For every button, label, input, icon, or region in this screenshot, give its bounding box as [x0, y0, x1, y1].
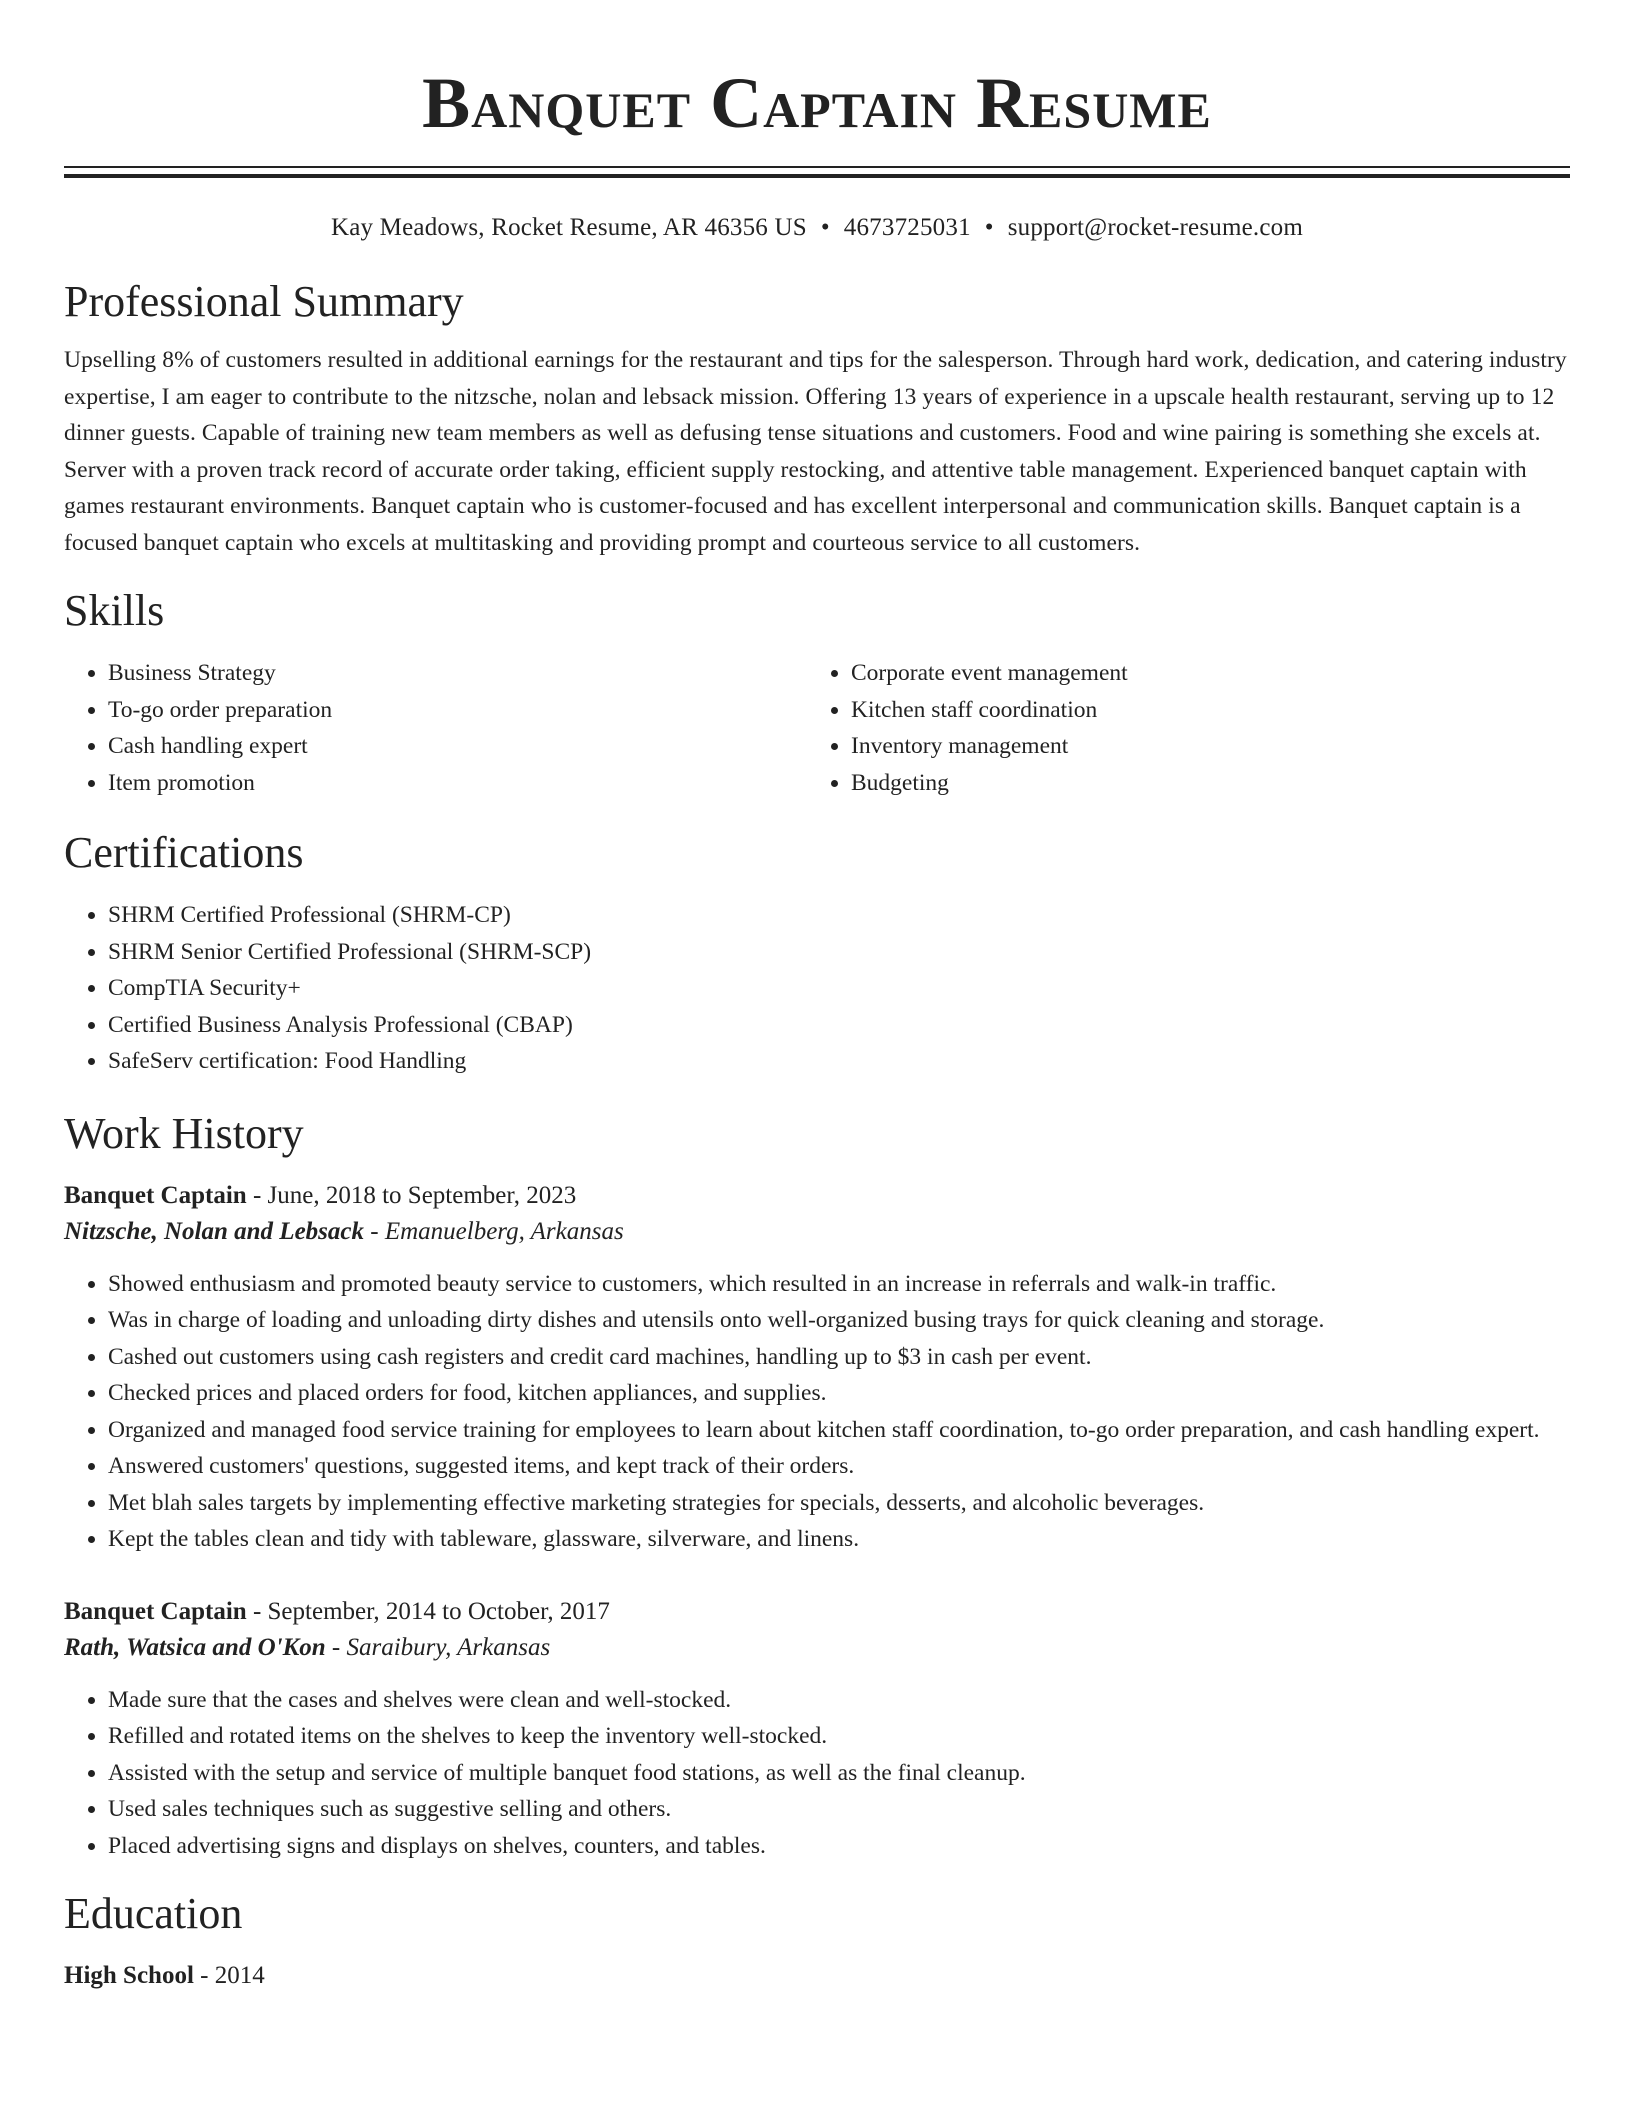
- certification-item: • CompTIA Security+: [108, 970, 1570, 1007]
- job-dates: - June, 2018 to September, 2023: [246, 1181, 577, 1209]
- education-degree: High School: [64, 1962, 194, 1989]
- contact-line: [64, 212, 1570, 244]
- skill-item: • Corporate event management: [851, 655, 1550, 692]
- title-divider-top: [64, 166, 1570, 168]
- skill-item: • Business Strategy: [108, 655, 807, 692]
- job-duties-list: [64, 1682, 1570, 1865]
- certifications-heading: Certifications: [64, 828, 304, 877]
- job-title: Banquet Captain: [64, 1597, 247, 1625]
- skills-column-left: [64, 655, 807, 801]
- certification-item: • Certified Business Analysis Professional (CBAP): [108, 1007, 1570, 1044]
- job-duty-item: • Assisted with the setup and service of multiple banquet food stations, as well as the final cleanup.: [108, 1755, 1570, 1792]
- job-duty-item: • Kept the tables clean and tidy with tableware, glassware, silverware, and linens.: [108, 1521, 1570, 1558]
- title-divider-bottom: [64, 174, 1570, 178]
- education-heading: Education: [64, 1889, 243, 1938]
- contact-separator: •: [820, 214, 830, 241]
- job-title: Banquet Captain: [64, 1181, 247, 1209]
- job-company: Rath, Watsica and O'Kon: [64, 1633, 326, 1661]
- skill-item: • To-go order preparation: [108, 692, 807, 729]
- job-duty-item: • Used sales techniques such as suggestive selling and others.: [108, 1791, 1570, 1828]
- job-duty-item: • Met blah sales targets by implementing effective marketing strategies for specials, desserts, and alcoholic beverages.: [108, 1485, 1570, 1522]
- certification-item: • SHRM Certified Professional (SHRM-CP): [108, 897, 1570, 934]
- job-title-line: [64, 1178, 1570, 1214]
- job-duty-item: • Placed advertising signs and displays on shelves, counters, and tables.: [108, 1828, 1570, 1865]
- skill-item: • Cash handling expert: [108, 728, 807, 765]
- skill-item: • Budgeting: [851, 765, 1550, 802]
- contact-phone: 4673725031: [843, 214, 971, 241]
- job-location: - Emanuelberg, Arkansas: [364, 1217, 624, 1245]
- education-year: - 2014: [193, 1962, 265, 1989]
- job-title-line: [64, 1594, 1570, 1630]
- contact-separator: •: [984, 214, 994, 241]
- page-title: Banquet Captain Resume: [422, 63, 1212, 143]
- job-dates: - September, 2014 to October, 2017: [246, 1597, 610, 1625]
- resume-page: [64, 0, 1570, 1994]
- skill-item: • Item promotion: [108, 765, 807, 802]
- contact-email: support@rocket-resume.com: [1007, 214, 1304, 241]
- job-duty-item: • Cashed out customers using cash registers and credit card machines, handling up to $3 in cash per event.: [108, 1339, 1570, 1376]
- job-duty-item: • Showed enthusiasm and promoted beauty service to customers, which resulted in an increase in referrals and walk-in traffic.: [108, 1266, 1570, 1303]
- job-company: Nitzsche, Nolan and Lebsack: [64, 1217, 364, 1245]
- job-entry: [64, 1178, 1570, 1558]
- certification-item: • SafeServ certification: Food Handling: [108, 1043, 1570, 1080]
- job-duty-item: • Was in charge of loading and unloading dirty dishes and utensils onto well-organized busing trays for quick cleaning and storage.: [108, 1302, 1570, 1339]
- job-duties-list: [64, 1266, 1570, 1558]
- certification-item: • SHRM Senior Certified Professional (SHRM-SCP): [108, 934, 1570, 971]
- skills-heading: Skills: [64, 586, 165, 635]
- skill-item: • Inventory management: [851, 728, 1550, 765]
- skills-list: [64, 655, 1570, 801]
- contact-address: Kay Meadows, Rocket Resume, AR 46356 US: [330, 214, 807, 241]
- job-duty-item: • Organized and managed food service training for employees to learn about kitchen staff coordination, to-go order preparation, and cash handling expert.: [108, 1412, 1570, 1449]
- certifications-list: [64, 897, 1570, 1080]
- job-company-line: [64, 1630, 1570, 1666]
- job-duty-item: • Refilled and rotated items on the shelves to keep the inventory well-stocked.: [108, 1718, 1570, 1755]
- job-company-line: [64, 1214, 1570, 1250]
- summary-text: Upselling 8% of customers resulted in additional earnings for the restaurant and tips for the salesperson. Through hard work, dedication, and catering industry expertise, I am eager to contribute to the nitzsche, nolan and lebsack mission. Offering 13 years of experience in a upscale health restaurant, serving up to 12 dinner guests. Capable of training new team members as well as defusing tense situations and customers. Food and wine pairing is something she excels at. Server with a proven track record of accurate order taking, efficient supply restocking, and attentive table management. Experienced banquet captain with games restaurant environments. Banquet captain who is customer-focused and has excellent interpersonal and communication skills. Banquet captain is a focused banquet captain who excels at multitasking and providing prompt and courteous service to all customers.: [64, 347, 1567, 556]
- skill-item: • Kitchen staff coordination: [851, 692, 1550, 729]
- education-entry: [64, 1958, 1570, 1994]
- job-duty-item: • Made sure that the cases and shelves were clean and well-stocked.: [108, 1682, 1570, 1719]
- job-location: - Saraibury, Arkansas: [325, 1633, 551, 1661]
- job-entry: [64, 1594, 1570, 1865]
- job-duty-item: • Checked prices and placed orders for food, kitchen appliances, and supplies.: [108, 1375, 1570, 1412]
- skills-column-right: [807, 655, 1550, 801]
- work-history-heading: Work History: [64, 1108, 304, 1158]
- job-duty-item: • Answered customers' questions, suggested items, and kept track of their orders.: [108, 1448, 1570, 1485]
- summary-heading: Professional Summary: [64, 277, 464, 326]
